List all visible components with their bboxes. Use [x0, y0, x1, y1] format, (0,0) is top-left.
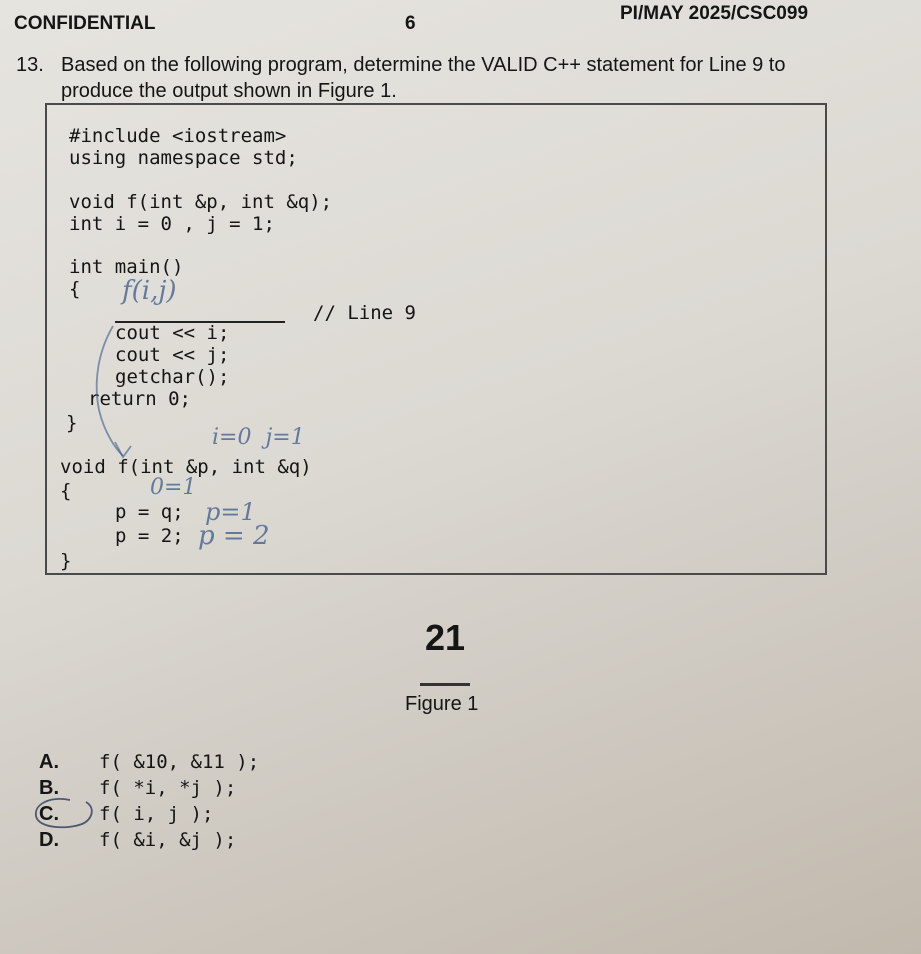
code-line9-comment: // Line 9	[313, 302, 416, 324]
course-code: PI/MAY 2025/CSC099	[620, 3, 809, 24]
option-c-code[interactable]: f( i, j );	[99, 803, 214, 825]
code-line-main-close: }	[66, 412, 78, 434]
code-line-getchar: getchar();	[115, 366, 230, 388]
code-line-return: return 0;	[88, 388, 191, 410]
code-line-prototype: void f(int &p, int &q);	[69, 191, 333, 213]
code-line-cout-j: cout << j;	[115, 344, 230, 366]
code-line-p-eq-2: p = 2;	[115, 525, 184, 547]
code-line-cout-i: cout << i;	[115, 322, 230, 344]
option-a-code[interactable]: f( &10, &11 );	[99, 751, 260, 773]
question-text-line1: Based on the following program, determine the VALID C++ statement for Line 9 to	[61, 54, 786, 76]
handwritten-line9-answer: f(i,j)	[122, 276, 177, 306]
handwritten-note-p2: p = 2	[198, 521, 270, 551]
figure-caption: Figure 1	[405, 693, 479, 715]
code-line-globals: int i = 0 , j = 1;	[69, 213, 275, 235]
option-c-circle-mark-icon	[30, 796, 102, 832]
code-line-main: int main()	[69, 256, 184, 278]
option-b-code[interactable]: f( *i, *j );	[99, 777, 237, 799]
confidential-label: CONFIDENTIAL	[14, 13, 156, 34]
code-line-func-open: {	[60, 480, 72, 502]
figure-output-value: 21	[424, 617, 466, 658]
code-line-p-eq-q: p = q;	[115, 501, 184, 523]
option-a-letter[interactable]: A.	[39, 751, 59, 773]
option-b-letter[interactable]: B.	[39, 777, 59, 799]
figure-output-box	[420, 609, 470, 686]
handwritten-note-ij: i=0 j=1	[212, 425, 305, 450]
option-d-code[interactable]: f( &i, &j );	[99, 829, 237, 851]
code-line-main-open: {	[69, 278, 81, 300]
handwritten-note-q: 0=1	[150, 475, 197, 500]
question-number: 13.	[16, 54, 44, 76]
code-line-func-def: void f(int &p, int &q)	[60, 456, 312, 478]
page-number: 6	[405, 13, 416, 34]
handwritten-note-p1: p=1	[205, 498, 256, 526]
option-c-letter[interactable]: C.	[39, 803, 59, 825]
code-line-include: #include <iostream>	[69, 125, 287, 147]
code-line-func-close: }	[60, 550, 72, 572]
question-text-line2: produce the output shown in Figure 1.	[61, 80, 397, 102]
handwritten-arrow-icon	[85, 320, 215, 470]
code-line-namespace: using namespace std;	[69, 147, 298, 169]
option-d-letter[interactable]: D.	[39, 829, 59, 851]
